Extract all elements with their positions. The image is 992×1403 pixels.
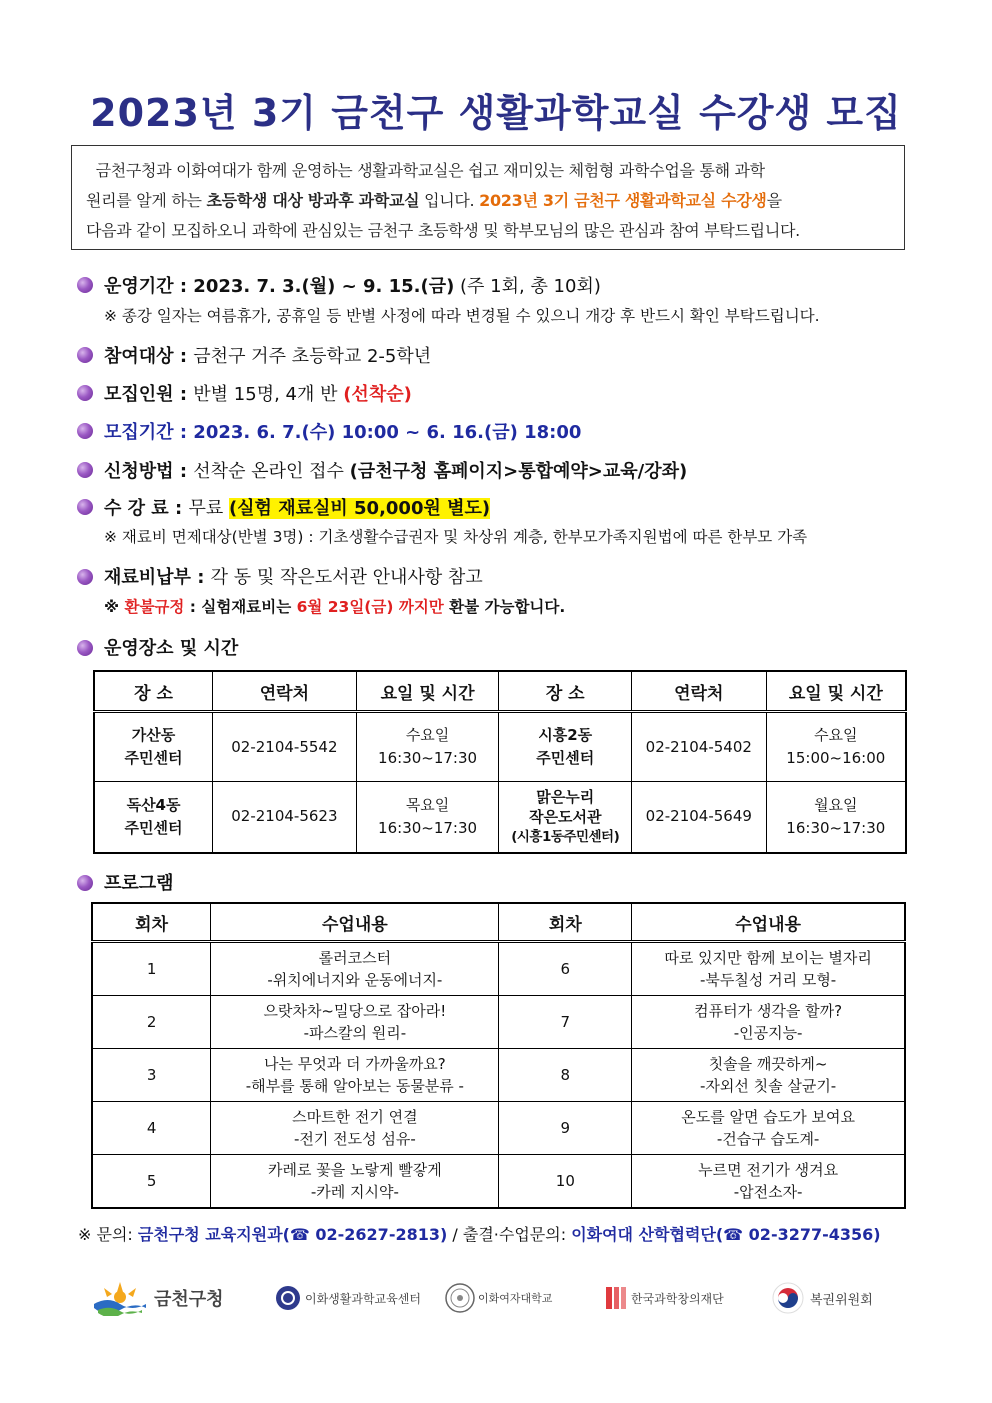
ewha-university-logo: 이화여자대학교 xyxy=(445,1278,552,1318)
session-number: 5 xyxy=(92,1155,211,1209)
period-note: ※ 종강 일자는 여름휴가, 공휴일 등 반별 사정에 따라 변경될 수 있으니 개강 후 반드시 확인 부탁드립니다. xyxy=(104,307,820,325)
bullet-icon xyxy=(77,347,93,363)
session-number: 8 xyxy=(499,1049,632,1102)
contact-footer: ※ 문의: 금천구청 교육지원과(☎ 02-2627-2813) / 출결·수업문의: 이화여대 산학협력단(☎ 02-3277-4356) xyxy=(78,1225,881,1244)
session-number: 3 xyxy=(92,1049,211,1102)
session-number: 2 xyxy=(92,996,211,1049)
intro-line-1: 금천구청과 이화여대가 함께 운영하는 생활과학교실은 쉽고 재미있는 체험형 과학수업을 통해 과학 xyxy=(95,161,765,180)
target-line: 참여대상 : 금천구 거주 초등학교 2-5학년 xyxy=(104,346,432,367)
apply-line: 신청방법 : 선착순 온라인 접수 (금천구청 홈페이지>통합예약>교육/강좌) xyxy=(104,461,688,482)
ewha-center-emblem-icon xyxy=(275,1285,301,1311)
header-cell: 수업내용 xyxy=(632,903,905,942)
header-cell: 요일 및 시간 xyxy=(766,671,906,712)
header-cell: 장 소 xyxy=(94,671,213,712)
session-content: 으랏차차~밀당으로 잡아라! -파스칼의 원리- xyxy=(211,996,499,1049)
capacity-line: 모집인원 : 반별 15명, 4개 반 (선착순) xyxy=(104,384,412,405)
intro-line-3: 다음과 같이 모집하오니 과학에 관심있는 금천구 초등학생 및 학부모님의 많은 관심과 참여 부탁드립니다. xyxy=(86,221,800,240)
header-cell: 회차 xyxy=(92,903,211,942)
venue-table xyxy=(93,670,907,854)
session-content: 카레로 꽃을 노랗게 빨갛게 -카레 지시약- xyxy=(211,1155,499,1209)
place-cell: 가산동 주민센터 xyxy=(94,712,213,782)
time-cell: 월요일 16:30~17:30 xyxy=(766,782,906,853)
header-cell: 연락처 xyxy=(213,671,357,712)
session-content: 나는 무엇과 더 가까울까요? -해부를 통해 알아보는 동물분류 - xyxy=(211,1049,499,1102)
intro-box xyxy=(71,145,905,250)
table-row xyxy=(92,996,905,1049)
geumcheon-emblem-icon xyxy=(90,1280,150,1316)
session-number: 7 xyxy=(499,996,632,1049)
logo-bar xyxy=(0,1278,992,1318)
session-content: 따로 있지만 함께 보이는 별자리 -북두칠성 거리 모형- xyxy=(632,942,905,996)
time-cell: 수요일 15:00~16:00 xyxy=(766,712,906,782)
place-cell: 맑은누리 작은도서관 (시흥1동주민센터) xyxy=(499,782,632,853)
table-row xyxy=(92,1155,905,1209)
intro-line-2: 원리를 알게 하는 초등학생 대상 방과후 과학교실 입니다. 2023년 3기 금천구 생활과학교실 수강생을 xyxy=(86,191,782,210)
table-row xyxy=(94,782,906,853)
program-header-row xyxy=(92,903,905,942)
bullet-icon xyxy=(77,277,93,293)
geumcheon-logo: 금천구청 xyxy=(90,1278,224,1318)
taegeuk-icon xyxy=(772,1282,804,1314)
bullet-icon xyxy=(77,875,93,891)
fee-line: 수 강 료 : 무료 (실험 재료실비 50,000원 별도) xyxy=(104,498,491,519)
time-cell: 목요일 16:30~17:30 xyxy=(356,782,499,853)
session-number: 10 xyxy=(499,1155,632,1209)
recruit-line: 모집기간 : 2023. 6. 7.(수) 10:00 ~ 6. 16.(금) 18:00 xyxy=(104,422,582,443)
place-cell: 독산4동 주민센터 xyxy=(94,782,213,853)
ewha-seal-icon xyxy=(445,1283,475,1313)
ewha-science-center-logo: 이화생활과학교육센터 xyxy=(275,1278,421,1318)
bullet-icon xyxy=(77,462,93,478)
bullet-icon xyxy=(77,423,93,439)
session-content: 칫솔을 깨끗하게~ -자외선 칫솔 살균기- xyxy=(632,1049,905,1102)
table-row xyxy=(94,712,906,782)
kofac-emblem-icon xyxy=(605,1285,627,1311)
phone-cell: 02-2104-5649 xyxy=(632,782,767,853)
kofac-logo: 한국과학창의재단 xyxy=(605,1278,724,1318)
period-line: 운영기간 : 2023. 7. 3.(월) ~ 9. 15.(금) (주 1회, 총 10회) xyxy=(104,276,601,297)
header-cell: 연락처 xyxy=(632,671,767,712)
session-content: 스마트한 전기 연결 -전기 전도성 섬유- xyxy=(211,1102,499,1155)
program-heading: 프로그램 xyxy=(104,873,174,894)
header-cell: 요일 및 시간 xyxy=(356,671,499,712)
place-cell: 시흥2동 주민센터 xyxy=(499,712,632,782)
table-row xyxy=(92,1102,905,1155)
table-row xyxy=(92,1049,905,1102)
session-number: 9 xyxy=(499,1102,632,1155)
fee-note: ※ 재료비 면제대상(반별 3명) : 기초생활수급권자 및 차상위 계층, 한부모가족지원법에 따른 한부모 가족 xyxy=(104,528,808,546)
header-cell: 회차 xyxy=(499,903,632,942)
session-number: 6 xyxy=(499,942,632,996)
bullet-icon xyxy=(77,499,93,515)
venue-header-row xyxy=(94,671,906,712)
session-content: 온도를 알면 습도가 보여요 -건습구 습도계- xyxy=(632,1102,905,1155)
time-cell: 수요일 16:30~17:30 xyxy=(356,712,499,782)
header-cell: 수업내용 xyxy=(211,903,499,942)
program-table xyxy=(91,902,906,1209)
bullet-icon xyxy=(77,385,93,401)
payment-line: 재료비납부 : 각 동 및 작은도서관 안내사항 참고 xyxy=(104,567,483,588)
bullet-icon xyxy=(77,640,93,656)
table-row xyxy=(92,942,905,996)
header-cell: 장 소 xyxy=(499,671,632,712)
phone-cell: 02-2104-5542 xyxy=(213,712,357,782)
session-content: 누르면 전기가 생겨요 -압전소자- xyxy=(632,1155,905,1209)
session-number: 1 xyxy=(92,942,211,996)
phone-cell: 02-2104-5623 xyxy=(213,782,357,853)
phone-cell: 02-2104-5402 xyxy=(632,712,767,782)
session-content: 롤러코스터 -위치에너지와 운동에너지- xyxy=(211,942,499,996)
session-content: 컴퓨터가 생각을 할까? -인공지능- xyxy=(632,996,905,1049)
venue-heading: 운영장소 및 시간 xyxy=(104,638,239,659)
page-title: 2023년 3기 금천구 생활과학교실 수강생 모집 xyxy=(90,91,902,135)
refund-note: ※ 환불규정 : 실험재료비는 6월 23일(금) 까지만 환불 가능합니다. xyxy=(104,598,566,616)
bullet-icon xyxy=(77,569,93,585)
lottery-commission-logo: 복권위원회 xyxy=(772,1278,873,1318)
session-number: 4 xyxy=(92,1102,211,1155)
